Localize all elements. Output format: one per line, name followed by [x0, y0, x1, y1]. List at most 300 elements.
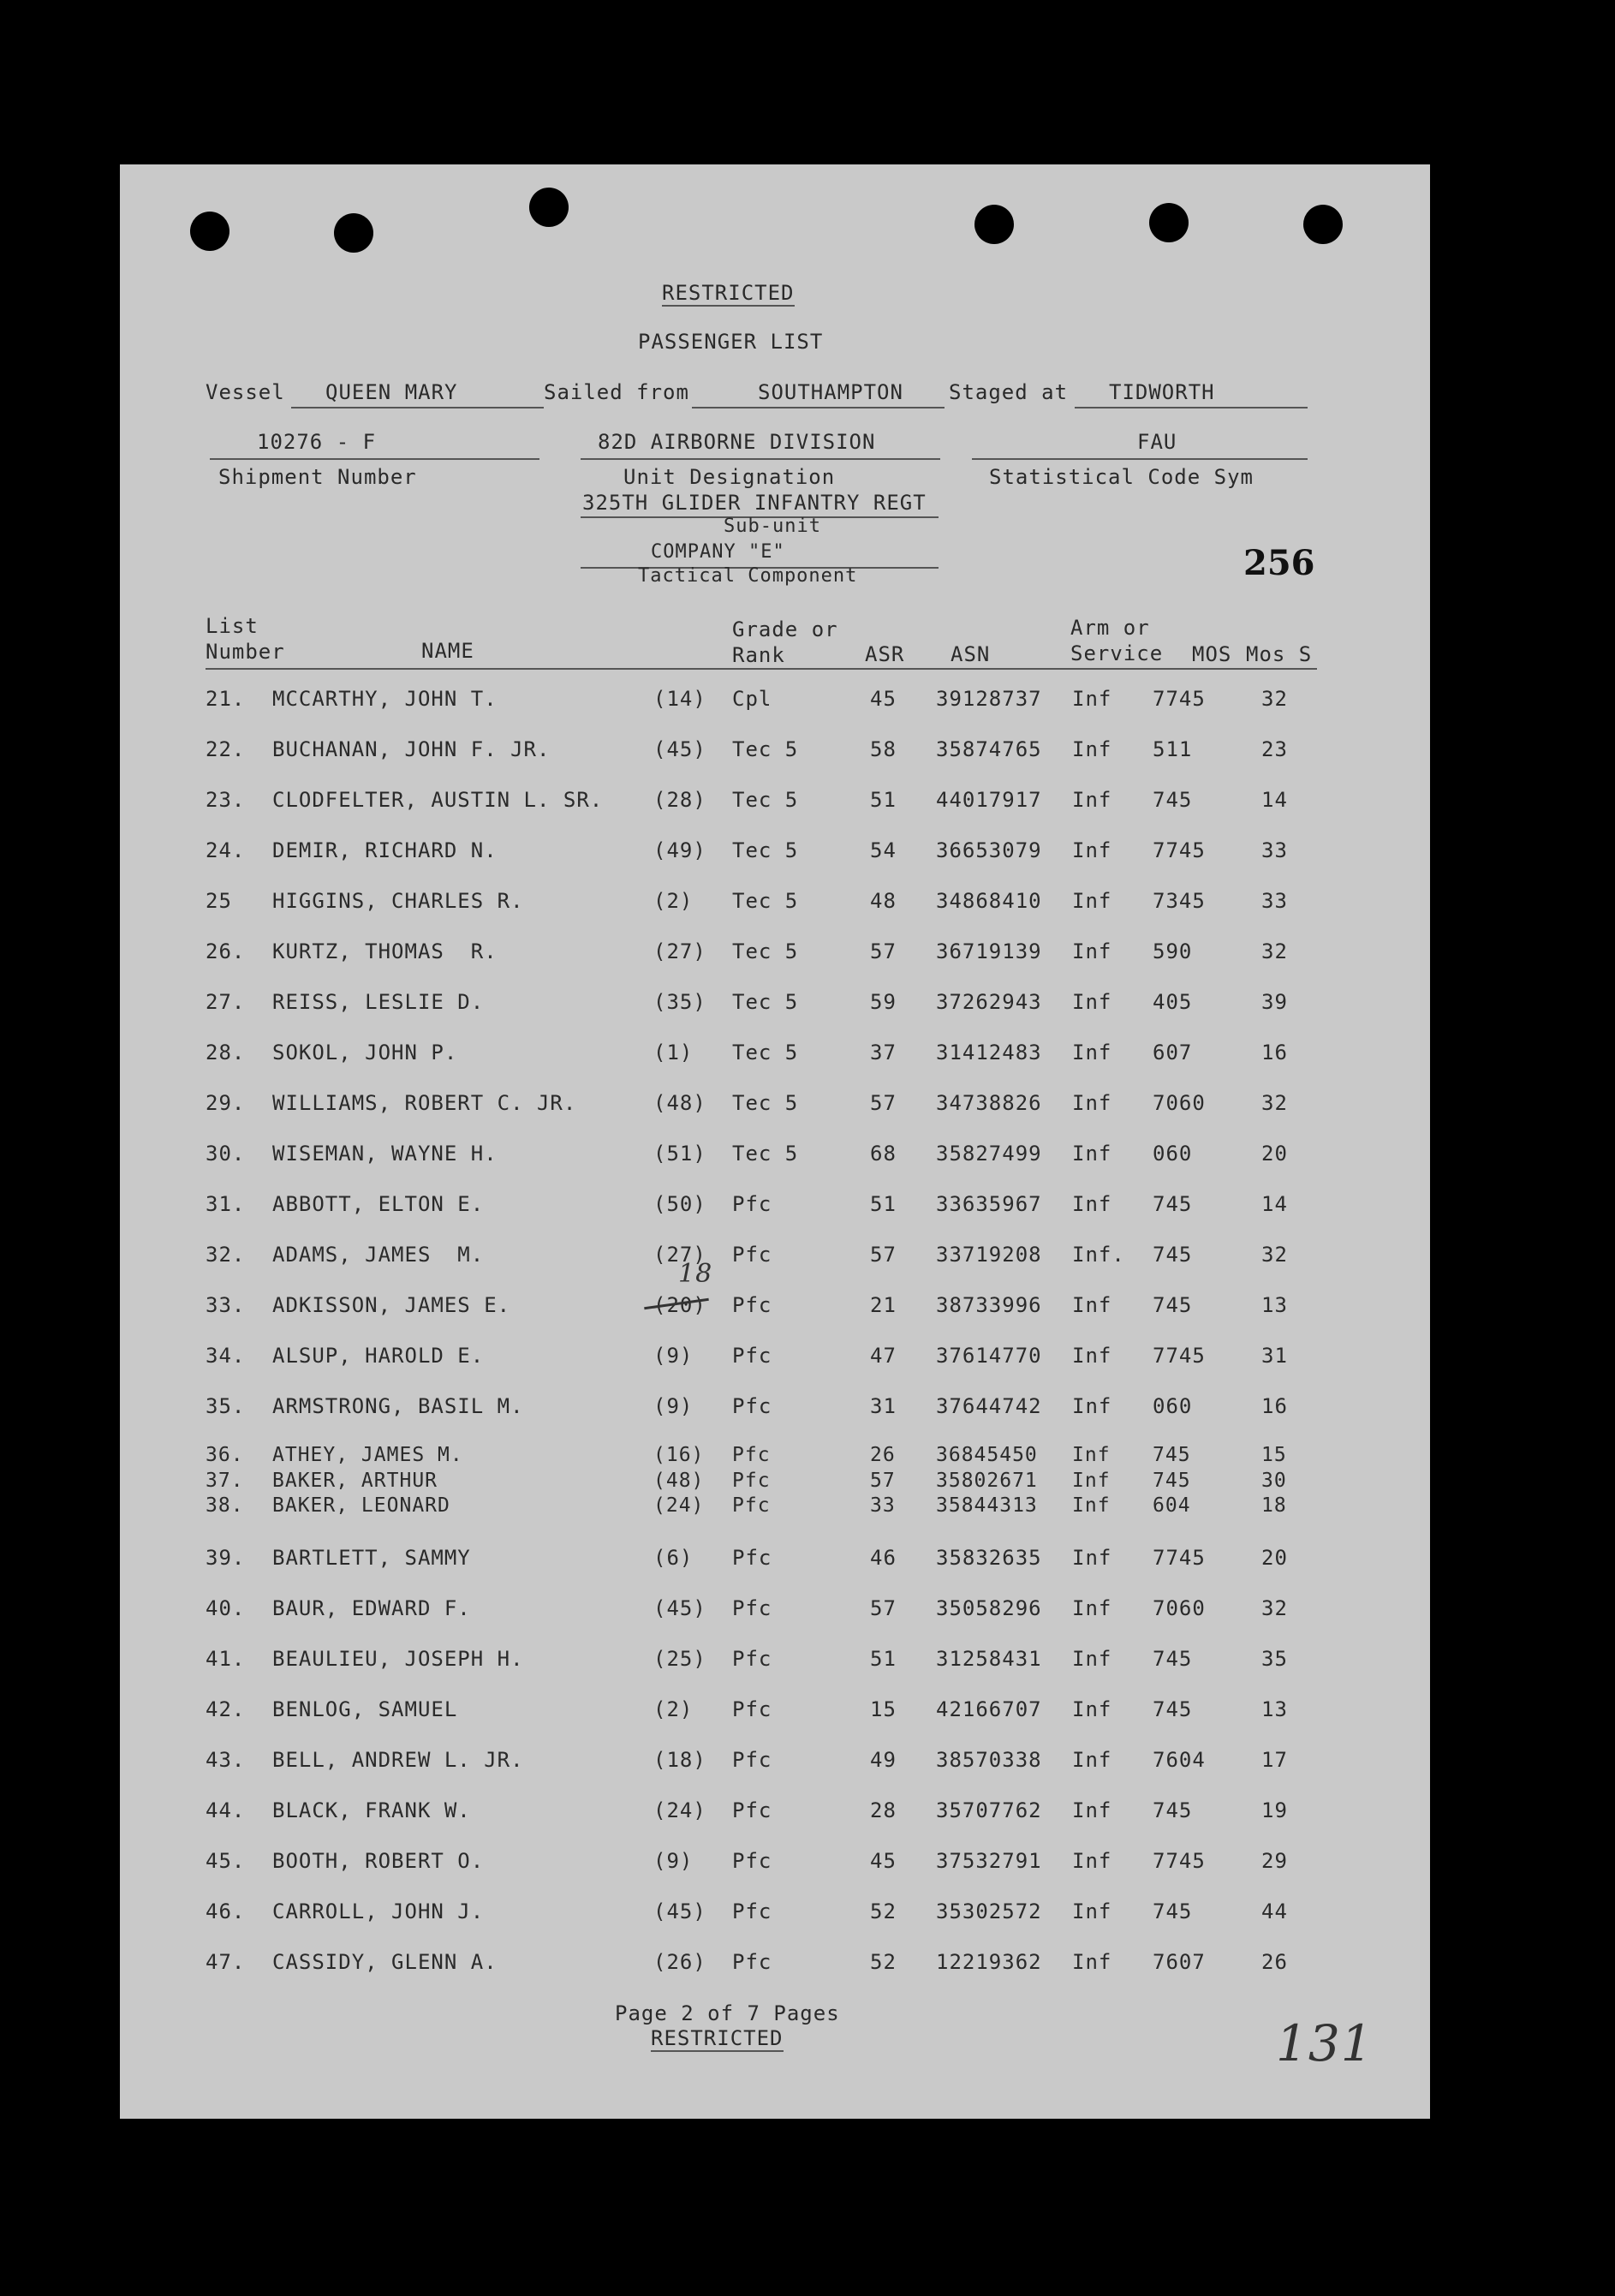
row-number: 25	[206, 889, 232, 913]
row-mos-s: 26	[1261, 1950, 1288, 1974]
row-mos: 511	[1153, 737, 1193, 761]
row-asr: 37	[870, 1041, 897, 1065]
row-number: 36.	[206, 1444, 244, 1466]
row-mos: 7745	[1153, 687, 1206, 711]
row-paren-number: (48)	[653, 1091, 706, 1115]
row-arm-service: Inf	[1072, 939, 1112, 963]
row-asr: 57	[870, 1243, 897, 1267]
row-name: ABBOTT, ELTON E.	[272, 1192, 485, 1216]
row-number: 29.	[206, 1091, 246, 1115]
restricted-heading-top: RESTRICTED	[662, 281, 795, 305]
row-number: 28.	[206, 1041, 246, 1065]
table-row	[0, 1950, 1615, 1979]
row-mos-s: 29	[1261, 1849, 1288, 1873]
row-mos: 7604	[1153, 1748, 1206, 1772]
row-paren-number: (45)	[653, 737, 706, 761]
row-paren-number: (48)	[653, 1470, 705, 1492]
col-name: NAME	[421, 639, 474, 663]
row-grade: Cpl	[732, 687, 772, 711]
row-arm-service: Inf	[1072, 838, 1112, 862]
row-arm-service: Inf	[1072, 1494, 1111, 1517]
subunit-label: Sub-unit	[724, 516, 821, 537]
row-number: 27.	[206, 990, 246, 1014]
row-name: ADAMS, JAMES M.	[272, 1243, 485, 1267]
row-arm-service: Inf	[1072, 1899, 1112, 1923]
row-mos: 7060	[1153, 1596, 1206, 1620]
row-grade: Pfc	[732, 1697, 772, 1721]
row-number: 47.	[206, 1950, 246, 1974]
row-arm-service: Inf.	[1072, 1243, 1125, 1267]
row-name: WILLIAMS, ROBERT C. JR.	[272, 1091, 577, 1115]
row-arm-service: Inf	[1072, 1344, 1112, 1368]
row-number: 30.	[206, 1142, 246, 1166]
shipment-number-label: Shipment Number	[218, 465, 417, 489]
row-asr: 51	[870, 788, 897, 812]
row-asr: 49	[870, 1748, 897, 1772]
col-arm-service: Arm or Service	[1070, 616, 1164, 665]
row-asn: 35802671	[936, 1470, 1038, 1492]
row-paren-number: (6)	[653, 1546, 694, 1570]
table-row	[0, 1596, 1615, 1625]
staged-at-value: TIDWORTH	[1109, 380, 1215, 404]
row-name: BLACK, FRANK W.	[272, 1798, 471, 1822]
row-grade: Pfc	[732, 1849, 772, 1873]
row-grade: Pfc	[732, 1344, 772, 1368]
row-arm-service: Inf	[1072, 1091, 1112, 1115]
row-asr: 48	[870, 889, 897, 913]
row-mos: 745	[1153, 1192, 1193, 1216]
row-mos-s: 20	[1261, 1142, 1288, 1166]
row-name: DEMIR, RICHARD N.	[272, 838, 498, 862]
row-number: 23.	[206, 788, 246, 812]
row-paren-number: (2)	[653, 1697, 694, 1721]
row-asr: 68	[870, 1142, 897, 1166]
row-mos: 607	[1153, 1041, 1193, 1065]
row-arm-service: Inf	[1072, 1798, 1112, 1822]
row-mos-s: 17	[1261, 1748, 1288, 1772]
row-mos: 590	[1153, 939, 1193, 963]
row-mos: 7060	[1153, 1091, 1206, 1115]
row-asr: 58	[870, 737, 897, 761]
row-asr: 57	[870, 1596, 897, 1620]
row-mos: 745	[1153, 1798, 1193, 1822]
shipment-line	[210, 458, 539, 460]
row-name: BENLOG, SAMUEL	[272, 1697, 458, 1721]
row-grade: Pfc	[732, 1798, 772, 1822]
row-mos-s: 32	[1261, 1243, 1288, 1267]
table-row	[0, 737, 1615, 766]
row-asn: 35827499	[936, 1142, 1042, 1166]
handwritten-correction: 18	[678, 1259, 713, 1289]
row-name: BAUR, EDWARD F.	[272, 1596, 471, 1620]
row-paren-number: (49)	[653, 838, 706, 862]
row-name: BELL, ANDREW L. JR.	[272, 1748, 524, 1772]
row-asn: 35832635	[936, 1546, 1042, 1570]
table-row	[0, 687, 1615, 716]
row-arm-service: Inf	[1072, 1596, 1112, 1620]
row-number: 39.	[206, 1546, 246, 1570]
row-mos: 745	[1153, 1293, 1193, 1317]
row-mos: 745	[1153, 1899, 1193, 1923]
row-mos-s: 15	[1261, 1444, 1287, 1466]
row-grade: Pfc	[732, 1293, 772, 1317]
row-mos: 060	[1153, 1394, 1193, 1418]
row-arm-service: Inf	[1072, 889, 1112, 913]
row-asn: 38733996	[936, 1293, 1042, 1317]
row-mos-s: 13	[1261, 1697, 1288, 1721]
row-number: 46.	[206, 1899, 246, 1923]
row-asn: 31258431	[936, 1647, 1042, 1671]
unit-value: 82D AIRBORNE DIVISION	[598, 430, 876, 454]
table-row	[0, 788, 1615, 817]
row-grade: Pfc	[732, 1596, 772, 1620]
row-grade: Tec 5	[732, 1041, 799, 1065]
row-mos-s: 33	[1261, 838, 1288, 862]
row-paren-number: (27)	[653, 939, 706, 963]
row-mos-s: 18	[1261, 1494, 1287, 1517]
row-arm-service: Inf	[1072, 687, 1112, 711]
row-number: 21.	[206, 687, 246, 711]
row-asn: 37262943	[936, 990, 1042, 1014]
row-grade: Tec 5	[732, 1142, 799, 1166]
vessel-label: Vessel	[206, 380, 285, 404]
row-paren-number: (51)	[653, 1142, 706, 1166]
row-name: BAKER, ARTHUR	[272, 1470, 438, 1492]
row-asn: 35844313	[936, 1494, 1038, 1517]
row-paren-number: (50)	[653, 1192, 706, 1216]
row-asr: 28	[870, 1798, 897, 1822]
row-arm-service: Inf	[1072, 1041, 1112, 1065]
punch-hole	[974, 205, 1014, 244]
row-mos: 745	[1153, 1697, 1193, 1721]
row-asr: 57	[870, 1470, 896, 1492]
row-paren-number: (20)	[653, 1293, 706, 1317]
row-name: BOOTH, ROBERT O.	[272, 1849, 485, 1873]
row-asr: 52	[870, 1899, 897, 1923]
row-number: 26.	[206, 939, 246, 963]
regiment-value: 325TH GLIDER INFANTRY REGT	[582, 491, 927, 515]
row-name: ADKISSON, JAMES E.	[272, 1293, 511, 1317]
row-mos-s: 14	[1261, 1192, 1288, 1216]
row-mos: 745	[1153, 788, 1193, 812]
row-paren-number: (9)	[653, 1344, 694, 1368]
row-grade: Pfc	[732, 1243, 772, 1267]
row-paren-number: (24)	[653, 1494, 705, 1517]
row-number: 22.	[206, 737, 246, 761]
row-number: 24.	[206, 838, 246, 862]
row-number: 45.	[206, 1849, 246, 1873]
code-value: FAU	[1137, 430, 1177, 454]
row-asn: 35707762	[936, 1798, 1042, 1822]
row-asn: 33635967	[936, 1192, 1042, 1216]
col-mos-s: Mos S	[1246, 642, 1313, 666]
row-asr: 57	[870, 939, 897, 963]
row-grade: Tec 5	[732, 1091, 799, 1115]
row-grade: Pfc	[732, 1748, 772, 1772]
row-name: BARTLETT, SAMMY	[272, 1546, 471, 1570]
table-row	[0, 1444, 1615, 1473]
table-row	[0, 889, 1615, 918]
row-mos-s: 32	[1261, 687, 1288, 711]
row-asr: 33	[870, 1494, 896, 1517]
row-number: 44.	[206, 1798, 246, 1822]
row-grade: Pfc	[732, 1950, 772, 1974]
row-arm-service: Inf	[1072, 1293, 1112, 1317]
row-arm-service: Inf	[1072, 1394, 1112, 1418]
restricted-heading-bottom: RESTRICTED	[651, 2026, 784, 2050]
sailed-from-label: Sailed from	[544, 380, 689, 404]
row-number: 33.	[206, 1293, 246, 1317]
row-arm-service: Inf	[1072, 1647, 1112, 1671]
row-paren-number: (35)	[653, 990, 706, 1014]
row-number: 34.	[206, 1344, 246, 1368]
row-number: 31.	[206, 1192, 246, 1216]
table-row	[0, 1748, 1615, 1777]
col-asn: ASN	[951, 642, 991, 666]
row-paren-number: (28)	[653, 788, 706, 812]
row-name: HIGGINS, CHARLES R.	[272, 889, 524, 913]
row-paren-number: (45)	[653, 1596, 706, 1620]
row-grade: Pfc	[732, 1546, 772, 1570]
row-asn: 44017917	[936, 788, 1042, 812]
row-mos: 7607	[1153, 1950, 1206, 1974]
table-row	[0, 838, 1615, 868]
row-mos: 745	[1153, 1444, 1191, 1466]
row-name: BUCHANAN, JOHN F. JR.	[272, 737, 551, 761]
table-row	[0, 990, 1615, 1019]
punch-hole	[190, 212, 229, 251]
table-row	[0, 1899, 1615, 1929]
row-mos: 405	[1153, 990, 1193, 1014]
row-asr: 59	[870, 990, 897, 1014]
row-mos-s: 23	[1261, 737, 1288, 761]
vessel-value: QUEEN MARY	[325, 380, 458, 404]
row-grade: Pfc	[732, 1394, 772, 1418]
row-mos-s: 31	[1261, 1344, 1288, 1368]
row-paren-number: (1)	[653, 1041, 694, 1065]
staged-at-line	[1075, 407, 1308, 409]
row-asr: 45	[870, 1849, 897, 1873]
row-mos: 7745	[1153, 1344, 1206, 1368]
row-asr: 26	[870, 1444, 896, 1466]
row-grade: Tec 5	[732, 939, 799, 963]
row-name: MCCARTHY, JOHN T.	[272, 687, 498, 711]
row-asn: 42166707	[936, 1697, 1042, 1721]
row-arm-service: Inf	[1072, 1444, 1111, 1466]
row-name: ATHEY, JAMES M.	[272, 1444, 463, 1466]
table-row	[0, 1091, 1615, 1120]
sailed-from-value: SOUTHAMPTON	[758, 380, 903, 404]
row-name: WISEMAN, WAYNE H.	[272, 1142, 498, 1166]
row-asn: 34868410	[936, 889, 1042, 913]
company-value: COMPANY "E"	[651, 541, 785, 563]
row-mos: 060	[1153, 1142, 1193, 1166]
row-grade: Tec 5	[732, 838, 799, 862]
col-asr: ASR	[865, 642, 905, 666]
row-number: 41.	[206, 1647, 246, 1671]
table-row	[0, 1494, 1615, 1524]
row-grade: Pfc	[732, 1647, 772, 1671]
row-asn: 37644742	[936, 1394, 1042, 1418]
row-asr: 21	[870, 1293, 897, 1317]
row-asr: 54	[870, 838, 897, 862]
row-mos-s: 33	[1261, 889, 1288, 913]
row-mos: 745	[1153, 1647, 1193, 1671]
row-arm-service: Inf	[1072, 1192, 1112, 1216]
row-mos-s: 39	[1261, 990, 1288, 1014]
row-mos-s: 16	[1261, 1394, 1288, 1418]
row-grade: Tec 5	[732, 990, 799, 1014]
row-paren-number: (9)	[653, 1849, 694, 1873]
punch-hole	[529, 188, 569, 227]
row-arm-service: Inf	[1072, 1748, 1112, 1772]
list-title: PASSENGER LIST	[638, 330, 824, 354]
row-asr: 45	[870, 687, 897, 711]
row-grade: Tec 5	[732, 788, 799, 812]
row-mos: 604	[1153, 1494, 1191, 1517]
row-asn: 31412483	[936, 1041, 1042, 1065]
row-mos-s: 35	[1261, 1647, 1288, 1671]
row-number: 40.	[206, 1596, 246, 1620]
row-paren-number: (27)	[653, 1243, 706, 1267]
row-number: 38.	[206, 1494, 244, 1517]
row-arm-service: Inf	[1072, 1142, 1112, 1166]
row-paren-number: (18)	[653, 1748, 706, 1772]
row-number: 43.	[206, 1748, 246, 1772]
table-row	[0, 1849, 1615, 1878]
row-asr: 52	[870, 1950, 897, 1974]
row-asn: 39128737	[936, 687, 1042, 711]
statistical-code-label: Statistical Code Sym	[989, 465, 1254, 489]
row-number: 37.	[206, 1470, 244, 1492]
row-grade: Pfc	[732, 1899, 772, 1923]
row-asn: 36845450	[936, 1444, 1038, 1466]
row-number: 42.	[206, 1697, 246, 1721]
row-asn: 35302572	[936, 1899, 1042, 1923]
row-mos-s: 30	[1261, 1470, 1287, 1492]
row-mos-s: 32	[1261, 939, 1288, 963]
table-row	[0, 1546, 1615, 1575]
row-name: BEAULIEU, JOSEPH H.	[272, 1647, 524, 1671]
col-mos: MOS	[1192, 642, 1232, 666]
row-mos-s: 16	[1261, 1041, 1288, 1065]
table-row	[0, 1293, 1615, 1322]
table-row	[0, 1142, 1615, 1171]
row-arm-service: Inf	[1072, 990, 1112, 1014]
row-name: ARMSTRONG, BASIL M.	[272, 1394, 524, 1418]
code-line	[972, 458, 1308, 460]
table-row	[0, 1041, 1615, 1070]
row-paren-number: (16)	[653, 1444, 705, 1466]
row-asn: 36719139	[936, 939, 1042, 963]
row-mos: 7745	[1153, 838, 1206, 862]
page-stamp-number: 256	[1243, 543, 1315, 583]
row-mos: 745	[1153, 1470, 1191, 1492]
row-asn: 37614770	[936, 1344, 1042, 1368]
punch-hole	[334, 213, 373, 253]
staged-at-label: Staged at	[949, 380, 1069, 404]
row-paren-number: (45)	[653, 1899, 706, 1923]
row-arm-service: Inf	[1072, 1470, 1111, 1492]
row-arm-service: Inf	[1072, 1849, 1112, 1873]
table-row	[0, 939, 1615, 969]
row-paren-number: (2)	[653, 889, 694, 913]
table-row	[0, 1394, 1615, 1423]
table-row	[0, 1243, 1615, 1272]
row-asr: 15	[870, 1697, 897, 1721]
row-mos-s: 19	[1261, 1798, 1288, 1822]
row-mos-s: 32	[1261, 1596, 1288, 1620]
row-asr: 51	[870, 1192, 897, 1216]
tactical-component-label: Tactical Component	[638, 565, 858, 587]
row-asn: 12219362	[936, 1950, 1042, 1974]
row-asn: 38570338	[936, 1748, 1042, 1772]
row-number: 35.	[206, 1394, 246, 1418]
vessel-line	[291, 407, 544, 409]
row-asr: 46	[870, 1546, 897, 1570]
row-grade: Pfc	[732, 1494, 771, 1517]
row-asn: 36653079	[936, 838, 1042, 862]
row-asn: 33719208	[936, 1243, 1042, 1267]
row-asr: 47	[870, 1344, 897, 1368]
row-asr: 31	[870, 1394, 897, 1418]
row-grade: Pfc	[732, 1470, 771, 1492]
table-row	[0, 1697, 1615, 1726]
row-name: ALSUP, HAROLD E.	[272, 1344, 485, 1368]
unit-line	[581, 458, 940, 460]
row-name: CASSIDY, GLENN A.	[272, 1950, 498, 1974]
row-name: BAKER, LEONARD	[272, 1494, 450, 1517]
page-indicator: Page 2 of 7 Pages	[615, 2001, 840, 2025]
table-row	[0, 1192, 1615, 1221]
row-mos: 7745	[1153, 1849, 1206, 1873]
row-name: CLODFELTER, AUSTIN L. SR.	[272, 788, 604, 812]
row-name: KURTZ, THOMAS R.	[272, 939, 498, 963]
row-mos-s: 20	[1261, 1546, 1288, 1570]
shipment-number-value: 10276 - F	[257, 430, 377, 454]
row-mos: 745	[1153, 1243, 1193, 1267]
row-paren-number: (9)	[653, 1394, 694, 1418]
row-asn: 37532791	[936, 1849, 1042, 1873]
row-name: SOKOL, JOHN P.	[272, 1041, 458, 1065]
row-mos-s: 14	[1261, 788, 1288, 812]
table-row	[0, 1344, 1615, 1373]
row-mos-s: 13	[1261, 1293, 1288, 1317]
table-row	[0, 1647, 1615, 1676]
row-paren-number: (14)	[653, 687, 706, 711]
row-asn: 35058296	[936, 1596, 1042, 1620]
row-paren-number: (24)	[653, 1798, 706, 1822]
col-grade: Grade or Rank	[732, 617, 838, 667]
row-mos-s: 44	[1261, 1899, 1288, 1923]
row-arm-service: Inf	[1072, 1697, 1112, 1721]
row-grade: Tec 5	[732, 889, 799, 913]
handwritten-page-number: 131	[1276, 2014, 1374, 2072]
row-mos: 7745	[1153, 1546, 1206, 1570]
row-number: 32.	[206, 1243, 246, 1267]
row-name: REISS, LESLIE D.	[272, 990, 485, 1014]
row-arm-service: Inf	[1072, 1546, 1112, 1570]
row-name: CARROLL, JOHN J.	[272, 1899, 485, 1923]
punch-hole	[1303, 205, 1343, 244]
row-arm-service: Inf	[1072, 788, 1112, 812]
row-mos: 7345	[1153, 889, 1206, 913]
row-paren-number: (25)	[653, 1647, 706, 1671]
row-asn: 34738826	[936, 1091, 1042, 1115]
row-asr: 51	[870, 1647, 897, 1671]
row-grade: Pfc	[732, 1192, 772, 1216]
row-arm-service: Inf	[1072, 737, 1112, 761]
